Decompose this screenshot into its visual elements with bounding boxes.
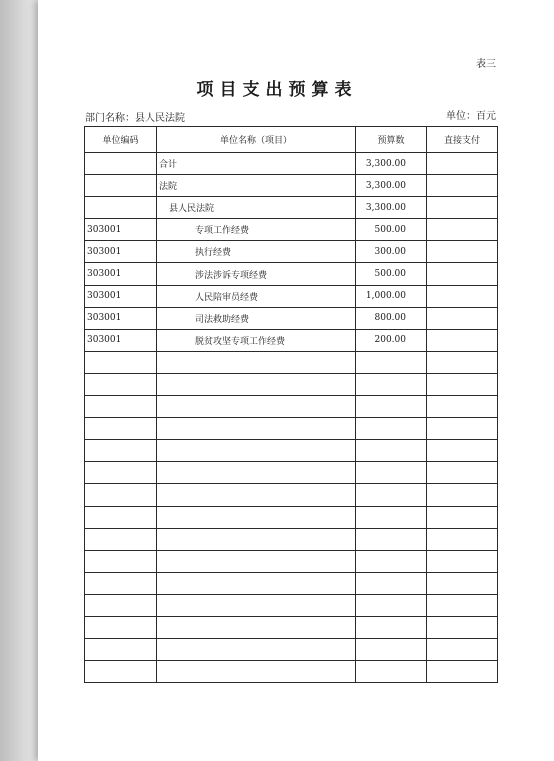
cell-budget-amount: 800.00 <box>356 307 427 329</box>
empty-cell <box>356 396 427 418</box>
cell-direct-payment <box>427 175 498 197</box>
department-label: 部门名称：县人民法院 <box>85 113 185 124</box>
empty-cell <box>157 661 356 683</box>
table-header-row <box>85 127 498 153</box>
empty-cell <box>85 572 157 594</box>
table-row <box>85 263 498 285</box>
empty-cell <box>85 351 157 373</box>
header-unit-name: 单位名称（项目） <box>157 127 356 153</box>
empty-cell <box>427 528 498 550</box>
empty-cell <box>157 594 356 616</box>
empty-table-row <box>85 484 498 506</box>
empty-cell <box>157 528 356 550</box>
cell-direct-payment <box>427 219 498 241</box>
empty-cell <box>427 484 498 506</box>
empty-cell <box>427 550 498 572</box>
empty-cell <box>157 351 356 373</box>
cell-unit-code <box>85 197 157 219</box>
empty-cell <box>427 572 498 594</box>
cell-direct-payment <box>427 197 498 219</box>
empty-cell <box>157 616 356 638</box>
empty-cell <box>356 462 427 484</box>
unit-label: 单位：百元 <box>446 111 496 122</box>
empty-cell <box>427 661 498 683</box>
empty-cell <box>85 396 157 418</box>
empty-cell <box>356 506 427 528</box>
cell-budget-amount: 3,300.00 <box>356 175 427 197</box>
cell-direct-payment <box>427 241 498 263</box>
cell-direct-payment <box>427 307 498 329</box>
empty-table-row <box>85 506 498 528</box>
empty-cell <box>157 396 356 418</box>
empty-cell <box>356 594 427 616</box>
empty-cell <box>85 639 157 661</box>
table-row <box>85 219 498 241</box>
empty-table-row <box>85 462 498 484</box>
table-row <box>85 329 498 351</box>
cell-direct-payment <box>427 153 498 175</box>
cell-unit-code: 303001 <box>85 263 157 285</box>
header-unit-code: 单位编码 <box>85 127 157 153</box>
empty-cell <box>85 462 157 484</box>
cell-budget-amount: 1,000.00 <box>356 285 427 307</box>
empty-cell <box>356 351 427 373</box>
cell-unit-code: 303001 <box>85 329 157 351</box>
header-direct-payment: 直接支付 <box>427 127 498 153</box>
cell-unit-name: 法院 <box>157 175 356 197</box>
empty-cell <box>157 462 356 484</box>
empty-cell <box>356 572 427 594</box>
empty-cell <box>85 373 157 395</box>
cell-unit-name: 人民陪审员经费 <box>157 285 356 307</box>
cell-unit-name: 合计 <box>157 153 356 175</box>
empty-cell <box>157 373 356 395</box>
cell-unit-code: 303001 <box>85 219 157 241</box>
underlying-page-edge <box>0 0 38 761</box>
empty-cell <box>85 440 157 462</box>
empty-cell <box>427 396 498 418</box>
budget-table-body <box>85 153 498 683</box>
cell-budget-amount: 500.00 <box>356 219 427 241</box>
empty-cell <box>356 418 427 440</box>
empty-cell <box>356 528 427 550</box>
cell-unit-name: 执行经费 <box>157 241 356 263</box>
empty-cell <box>427 418 498 440</box>
empty-cell <box>85 484 157 506</box>
empty-cell <box>157 639 356 661</box>
cell-budget-amount: 3,300.00 <box>356 197 427 219</box>
table-row <box>85 175 498 197</box>
empty-table-row <box>85 616 498 638</box>
empty-cell <box>157 418 356 440</box>
empty-cell <box>85 418 157 440</box>
empty-table-row <box>85 639 498 661</box>
empty-cell <box>427 440 498 462</box>
document-title: 项目支出预算表 <box>196 80 358 100</box>
cell-budget-amount: 300.00 <box>356 241 427 263</box>
empty-cell <box>85 528 157 550</box>
empty-table-row <box>85 351 498 373</box>
empty-cell <box>157 550 356 572</box>
empty-cell <box>427 594 498 616</box>
empty-cell <box>356 550 427 572</box>
cell-direct-payment <box>427 329 498 351</box>
empty-cell <box>356 661 427 683</box>
empty-cell <box>356 616 427 638</box>
cell-unit-code: 303001 <box>85 307 157 329</box>
cell-unit-name: 脱贫攻坚专项工作经费 <box>157 329 356 351</box>
empty-cell <box>427 462 498 484</box>
header-budget-amount: 预算数 <box>356 127 427 153</box>
table-number-tag: 表三 <box>476 59 496 70</box>
empty-cell <box>157 484 356 506</box>
empty-table-row <box>85 528 498 550</box>
cell-unit-code <box>85 153 157 175</box>
empty-cell <box>356 373 427 395</box>
budget-table <box>84 126 498 683</box>
table-row <box>85 307 498 329</box>
empty-cell <box>356 440 427 462</box>
cell-direct-payment <box>427 285 498 307</box>
empty-cell <box>85 506 157 528</box>
cell-unit-name: 司法救助经费 <box>157 307 356 329</box>
cell-unit-code: 303001 <box>85 285 157 307</box>
empty-cell <box>85 594 157 616</box>
empty-table-row <box>85 661 498 683</box>
cell-unit-code: 303001 <box>85 241 157 263</box>
empty-table-row <box>85 550 498 572</box>
empty-cell <box>356 484 427 506</box>
empty-table-row <box>85 418 498 440</box>
empty-table-row <box>85 594 498 616</box>
cell-unit-name: 县人民法院 <box>157 197 356 219</box>
empty-cell <box>427 616 498 638</box>
empty-cell <box>427 373 498 395</box>
cell-direct-payment <box>427 263 498 285</box>
table-row <box>85 153 498 175</box>
empty-cell <box>85 661 157 683</box>
cell-budget-amount: 3,300.00 <box>356 153 427 175</box>
empty-table-row <box>85 396 498 418</box>
empty-table-row <box>85 440 498 462</box>
empty-cell <box>427 506 498 528</box>
cell-unit-code <box>85 175 157 197</box>
cell-budget-amount: 500.00 <box>356 263 427 285</box>
cell-unit-name: 专项工作经费 <box>157 219 356 241</box>
empty-cell <box>157 440 356 462</box>
empty-cell <box>427 639 498 661</box>
empty-table-row <box>85 373 498 395</box>
empty-cell <box>85 616 157 638</box>
empty-cell <box>356 639 427 661</box>
empty-cell <box>157 572 356 594</box>
empty-table-row <box>85 572 498 594</box>
cell-unit-name: 涉法涉诉专项经费 <box>157 263 356 285</box>
table-row <box>85 197 498 219</box>
empty-cell <box>427 351 498 373</box>
table-row <box>85 241 498 263</box>
empty-cell <box>157 506 356 528</box>
empty-cell <box>85 550 157 572</box>
table-row <box>85 285 498 307</box>
cell-budget-amount: 200.00 <box>356 329 427 351</box>
